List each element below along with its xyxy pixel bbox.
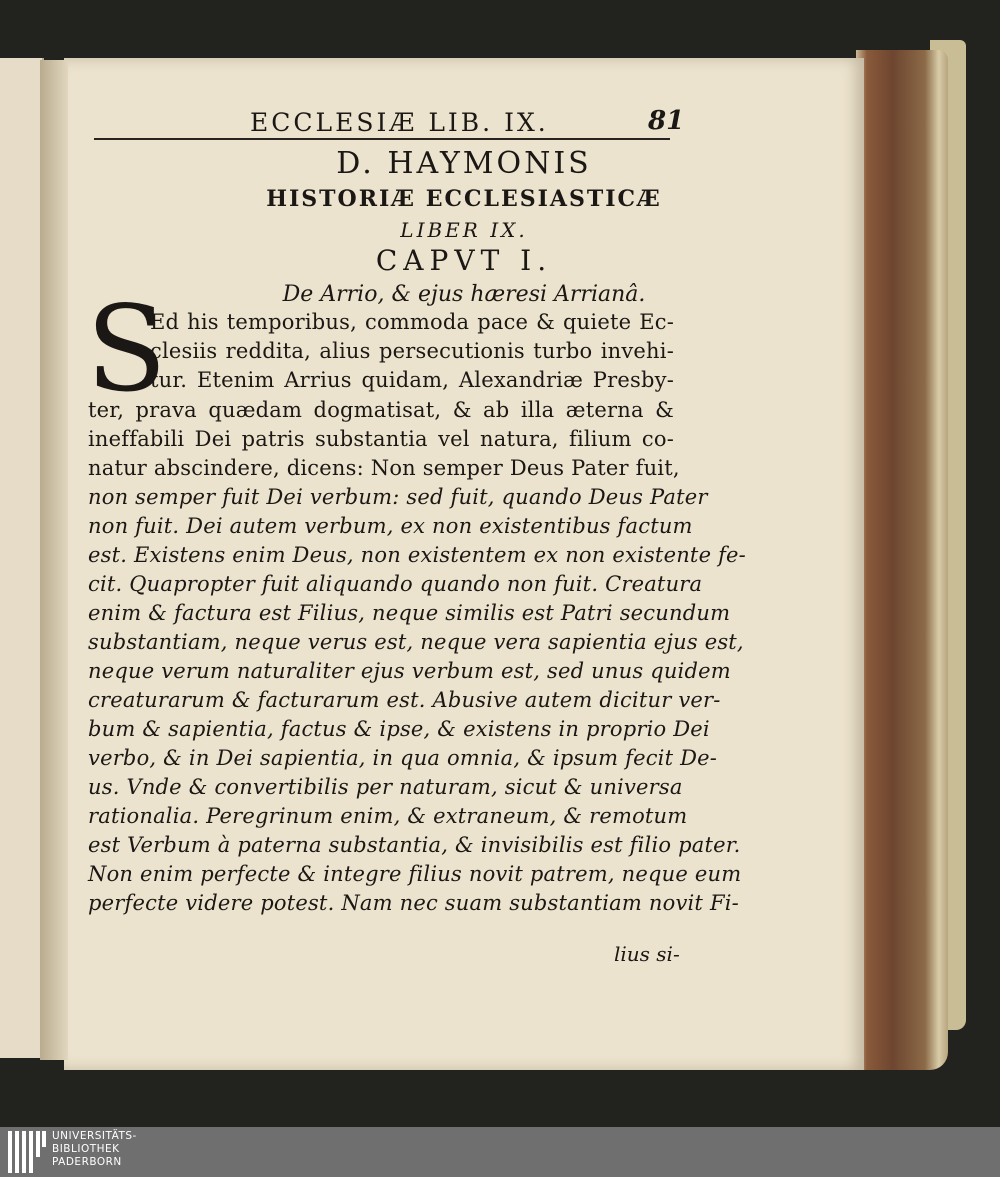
text-line: natur abscindere, dicens: Non semper Deus Pater fuit, xyxy=(88,456,680,480)
chapter-title: CAPVT I. xyxy=(375,244,553,277)
page-number: 81 xyxy=(648,106,685,136)
library-logo-icon xyxy=(8,1131,46,1173)
book-page xyxy=(64,58,864,1070)
text-line: rationalia. Peregrinum enim, & extraneum, & remotum xyxy=(88,804,688,828)
text-line: ter, prava quædam dogmatisat, & ab illa æterna & xyxy=(88,398,674,422)
text-line: perfecte videre potest. Nam nec suam substantiam novit Fi- xyxy=(88,891,739,915)
book-title: LIBER IX. xyxy=(400,218,528,242)
text-line: non semper fuit Dei verbum: sed fuit, quando Deus Pater xyxy=(88,485,708,509)
catchword: lius si- xyxy=(614,942,680,966)
text-line: Ed his temporibus, commoda pace & quiete Ec- xyxy=(150,310,674,334)
drop-capital: S xyxy=(86,280,167,418)
text-line: est. Existens enim Deus, non existentem ex non existente fe- xyxy=(88,543,746,567)
text-line: clesiis reddita, alius persecutionis turbo invehi- xyxy=(150,339,674,363)
text-line: us. Vnde & convertibilis per naturam, sicut & universa xyxy=(88,775,683,799)
text-line: Non enim perfecte & integre filius novit patrem, neque eum xyxy=(88,862,742,886)
author-title: D. HAYMONIS xyxy=(336,146,592,181)
chapter-heading: De Arrio, & ejus hæresi Arrianâ. xyxy=(282,282,646,307)
library-name-line: UNIVERSITÄTS- xyxy=(52,1130,137,1142)
text-line: tur. Etenim Arrius quidam, Alexandriæ Presby- xyxy=(150,368,674,392)
work-title: HISTORIÆ ECCLESIASTICÆ xyxy=(266,186,662,212)
library-footer-bar xyxy=(0,1127,1000,1177)
running-head: ECCLESIÆ LIB. IX. xyxy=(250,108,549,137)
text-line: cit. Quapropter fuit aliquando quando non fuit. Creatura xyxy=(88,572,703,596)
text-line: ineffabili Dei patris substantia vel natura, filium co- xyxy=(88,427,674,451)
library-name xyxy=(52,1130,192,1169)
text-line: bum & sapientia, factus & ipse, & existens in proprio Dei xyxy=(88,717,710,741)
text-line: substantiam, neque verus est, neque vera sapientia ejus est, xyxy=(88,630,744,654)
text-line: non fuit. Dei autem verbum, ex non existentibus factum xyxy=(88,514,693,538)
library-name-line: BIBLIOTHEK xyxy=(52,1143,120,1155)
page-gutter-shadow xyxy=(40,60,68,1060)
library-name-line: PADERBORN xyxy=(52,1156,122,1168)
text-line: creaturarum & facturarum est. Abusive autem dicitur ver- xyxy=(88,688,721,712)
text-line: neque verum naturaliter ejus verbum est, sed unus quidem xyxy=(88,659,731,683)
facing-page-edge xyxy=(0,58,44,1058)
text-line: enim & factura est Filius, neque similis est Patri secundum xyxy=(88,601,731,625)
text-line: verbo, & in Dei sapientia, in qua omnia, & ipsum fecit De- xyxy=(88,746,718,770)
book-fore-edge xyxy=(856,50,948,1070)
head-rule xyxy=(94,138,670,140)
text-line: est Verbum à paterna substantia, & invisibilis est filio pater. xyxy=(88,833,741,857)
